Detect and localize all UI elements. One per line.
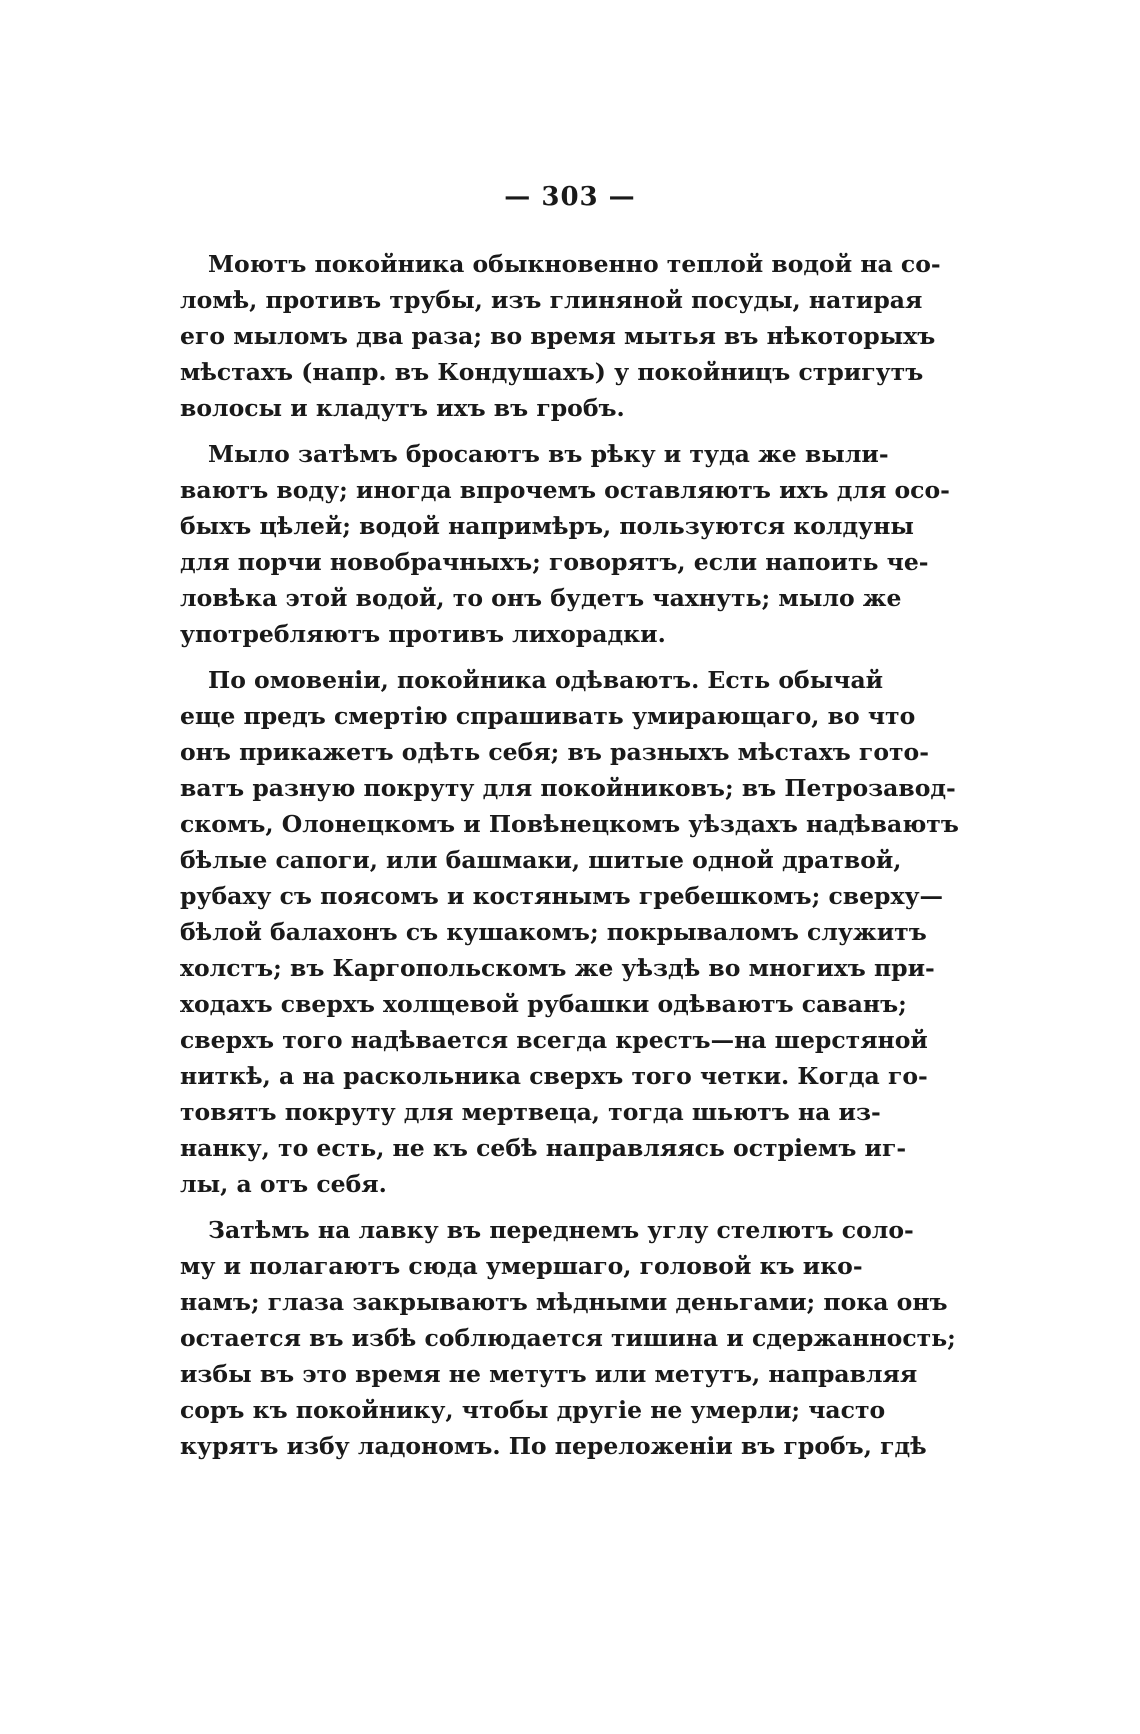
text-line: соръ къ покойнику, чтобы другіе не умерли; часто [180, 1396, 886, 1424]
text-line: нанку, то есть, не къ себѣ направляясь остріемъ иг- [180, 1134, 907, 1162]
text-line: намъ; глаза закрываютъ мѣдными деньгами; пока онъ [180, 1288, 948, 1316]
text-line: Моютъ покойника обыкновенно теплой водой на со- [208, 250, 941, 278]
text-line: избы въ это время не метутъ или метутъ, направляя [180, 1360, 918, 1388]
page-number: — 303 — [504, 182, 636, 212]
text-line: мѣстахъ (напр. въ Кондушахъ) у покойницъ стригутъ [180, 358, 924, 386]
text-line: еще предъ смертію спрашивать умирающаго, во что [180, 702, 916, 730]
paragraph-laying-out [180, 1212, 956, 1464]
text-line: товятъ покруту для мертвеца, тогда шьютъ на из- [180, 1098, 881, 1126]
text-line: лы, а отъ себя. [180, 1170, 387, 1198]
body-text [180, 246, 959, 1474]
text-line: По омовеніи, покойника одѣваютъ. Есть обычай [208, 666, 884, 694]
text-line: бѣлые сапоги, или башмаки, шитые одной дратвой, [180, 846, 902, 874]
text-line: употребляютъ противъ лихорадки. [180, 620, 666, 648]
text-line: ниткѣ, а на раскольника сверхъ того четки. Когда го- [180, 1062, 928, 1090]
text-line: курятъ избу ладономъ. По переложеніи въ гробъ, гдѣ [180, 1432, 927, 1460]
text-line: ватъ разную покруту для покойниковъ; въ Петрозавод- [180, 774, 956, 802]
text-line: для порчи новобрачныхъ; говорятъ, если напоить че- [180, 548, 929, 576]
paragraph-washing [180, 246, 941, 426]
text-line: ломѣ, противъ трубы, изъ глиняной посуды, натирая [180, 286, 923, 314]
text-line: ваютъ воду; иногда впрочемъ оставляютъ ихъ для осо- [180, 476, 950, 504]
text-line: онъ прикажетъ одѣть себя; въ разныхъ мѣстахъ гото- [180, 738, 929, 766]
text-line: холстъ; въ Каргопольскомъ же уѣздѣ во многихъ при- [180, 954, 935, 982]
text-line: его мыломъ два раза; во время мытья въ нѣкоторыхъ [180, 322, 936, 350]
paragraph-dressing [180, 662, 959, 1202]
text-line: рубаху съ поясомъ и костянымъ гребешкомъ; сверху— [180, 882, 944, 910]
text-line: Затѣмъ на лавку въ переднемъ углу стелютъ соло- [208, 1216, 914, 1244]
text-line: Мыло затѣмъ бросаютъ въ рѣку и туда же выли- [208, 440, 889, 468]
text-line: остается въ избѣ соблюдается тишина и сдержанность; [180, 1324, 956, 1352]
text-line: бѣлой балахонъ съ кушакомъ; покрываломъ служитъ [180, 918, 927, 946]
text-line: волосы и кладутъ ихъ въ гробъ. [180, 394, 625, 422]
paragraph-soap [180, 436, 950, 652]
text-line: быхъ цѣлей; водой напримѣръ, пользуются колдуны [180, 512, 914, 540]
text-line: скомъ, Олонецкомъ и Повѣнецкомъ уѣздахъ надѣваютъ [180, 810, 959, 838]
text-line: сверхъ того надѣвается всегда крестъ—на шерстяной [180, 1026, 928, 1054]
text-line: ходахъ сверхъ холщевой рубашки одѣваютъ саванъ; [180, 990, 907, 1018]
text-line: му и полагаютъ сюда умершаго, головой къ ико- [180, 1252, 863, 1280]
text-line: ловѣка этой водой, то онъ будетъ чахнуть; мыло же [180, 584, 902, 612]
